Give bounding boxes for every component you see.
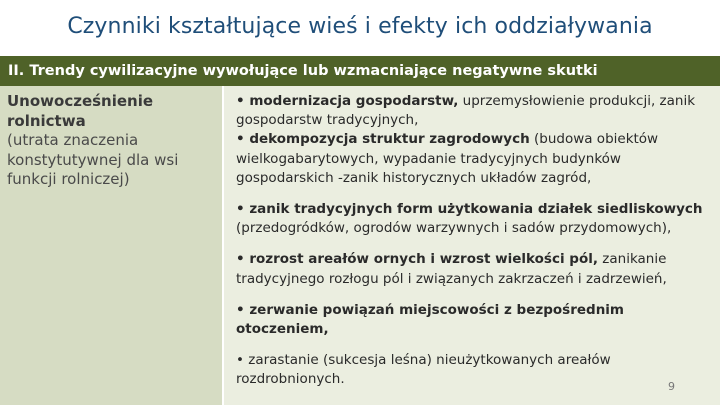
item-text: zanikanie tradycyjnego rozłogu pól i związanych zakrzaczeń i zadrzewień, [236,251,667,287]
list-item [236,250,714,288]
left-cell-title: Unowocześnienie rolnictwa [7,92,154,130]
item-text: (przedogródków, ogrodów warzywnych i sadów przydomowych), [236,220,672,237]
item-text: uprzemysłowienie produkcji, zanik gospodarstw tradycyjnych, [236,93,696,129]
item-bold-text: • zerwanie powiązań miejscowości z bezpośrednim otoczeniem, [236,301,624,338]
list-item [236,200,714,238]
list-item [236,351,714,389]
item-text: (budowa obiektów wielkogabarytowych, wypadanie tradycyjnych budynków gospodarskich -zanik historycznych układów zagród, [236,131,659,186]
left-cell-subtitle: (utrata znaczenia konstytutywnej dla wsi funkcji rolniczej) [7,131,179,188]
slide-title: Czynniki kształtujące wieś i efekty ich oddziaływania [67,14,653,39]
left-cell [0,86,222,405]
item-bold-text: • dekompozycja struktur zagrodowych [236,131,530,148]
list-item [236,301,714,339]
page-number: 9 [668,380,675,393]
item-bold-text: • modernizacja gospodarstw, [236,93,459,109]
right-cell [224,86,720,405]
item-bold-text: • zanik tradycyjnych form użytkowania działek siedliskowych [236,201,703,218]
item-bold-text: • rozrost areałów ornych i wzrost wielkości pól, [236,251,598,268]
section-header: II. Trendy cywilizacyjne wywołujące lub wzmacniające negatywne skutki [0,56,720,86]
item-text: • zarastanie (sukcesja leśna) nieużytkowanych areałów rozdrobnionych. [236,352,611,388]
list-item [236,92,714,188]
